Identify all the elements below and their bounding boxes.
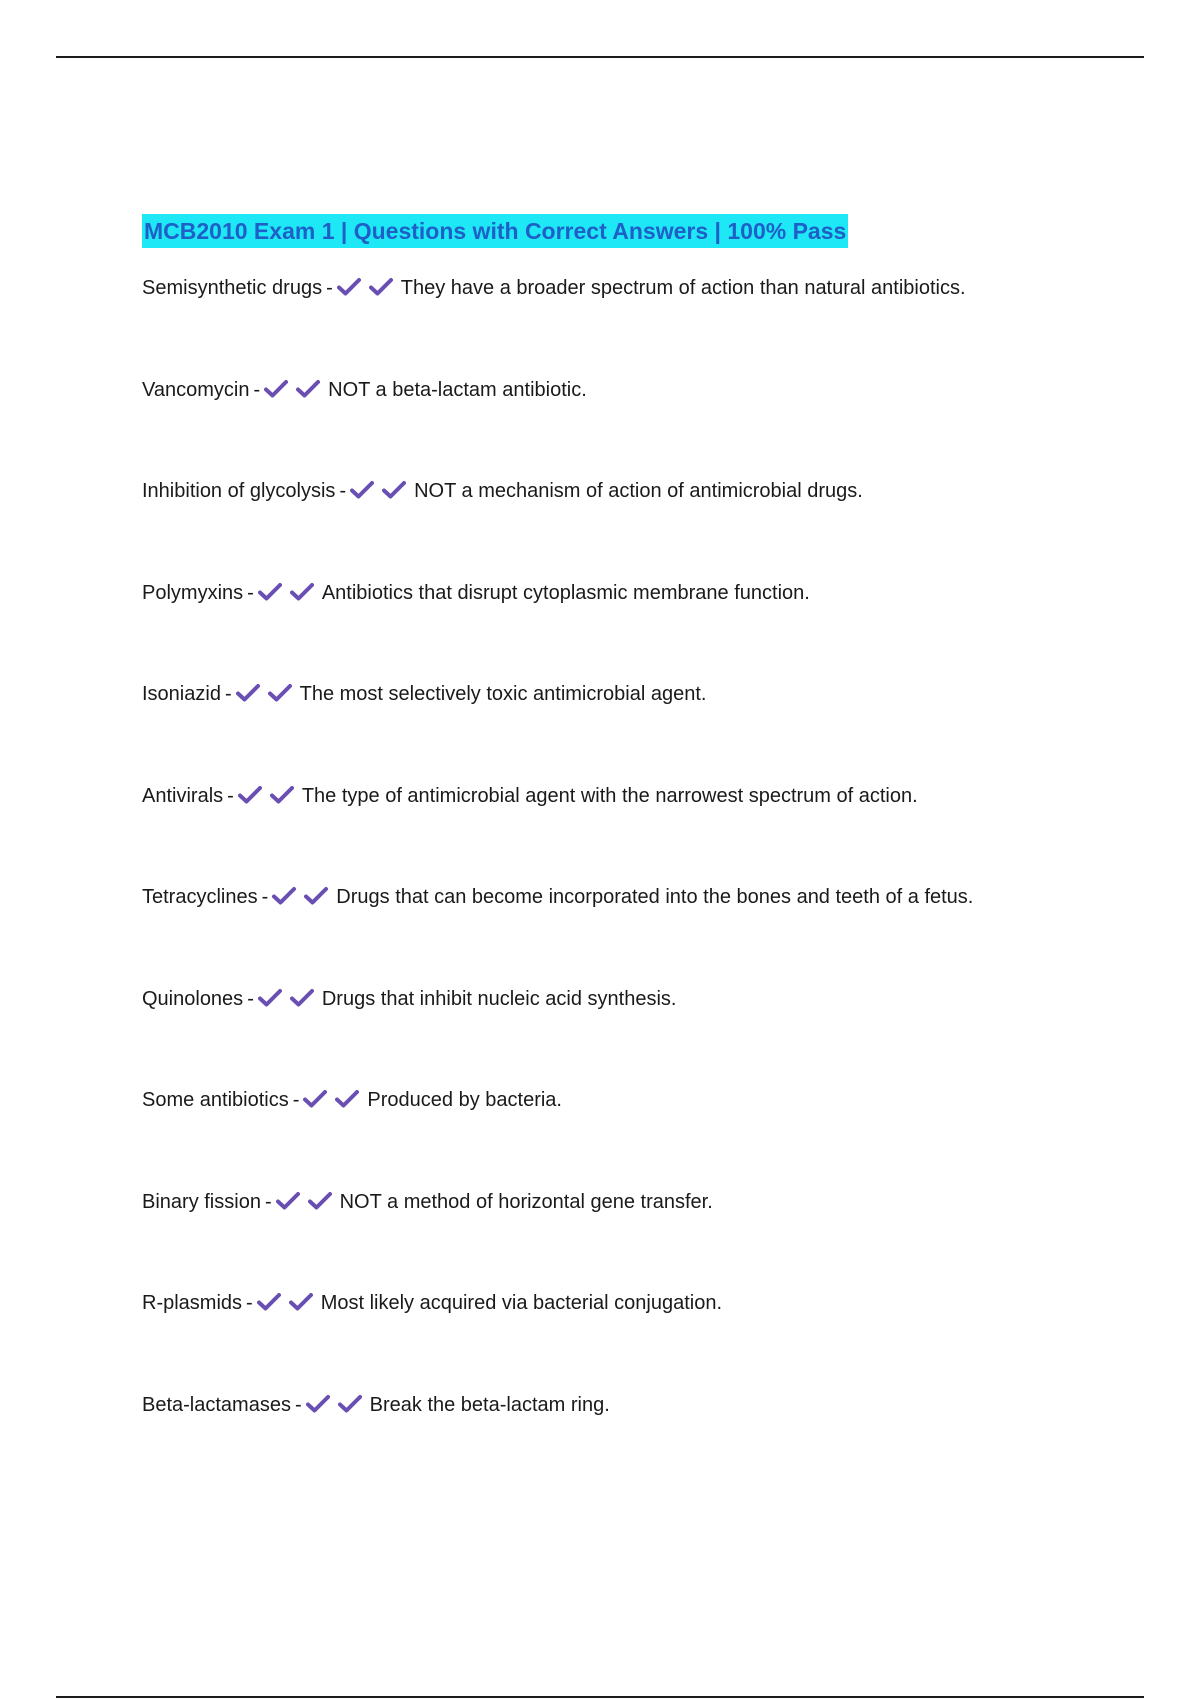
qa-answer: Antibiotics that disrupt cytoplasmic membrane function. <box>321 581 810 604</box>
qa-answer: Break the beta-lactam ring. <box>369 1393 610 1416</box>
check-icon <box>258 988 282 1008</box>
qa-item <box>142 272 1142 374</box>
qa-separator: - <box>224 683 232 705</box>
check-icon <box>350 480 374 500</box>
qa-term: Isoniazid <box>142 683 221 705</box>
qa-term: Antivirals <box>142 784 224 807</box>
qa-answer: Drugs that can become incorporated into the bones and teeth of a fetus. <box>336 886 974 908</box>
check-icon <box>338 1394 362 1414</box>
bottom-rule <box>56 1696 1144 1698</box>
qa-separator: - <box>292 1089 300 1111</box>
top-rule <box>56 56 1144 58</box>
qa-term: Tetracyclines <box>142 886 258 908</box>
qa-separator: - <box>294 1393 302 1416</box>
check-icon <box>276 1191 300 1211</box>
qa-item <box>142 780 1142 882</box>
check-icon <box>308 1191 332 1211</box>
check-icon <box>258 582 282 602</box>
qa-term: Quinolones <box>142 987 244 1010</box>
qa-list <box>142 272 1142 1490</box>
qa-item <box>142 983 1142 1085</box>
qa-item <box>142 1287 1142 1389</box>
qa-answer: NOT a mechanism of action of antimicrobial drugs. <box>414 480 863 502</box>
qa-item <box>142 1186 1142 1288</box>
check-icon <box>382 480 406 500</box>
qa-term: Vancomycin <box>142 378 250 401</box>
check-icon <box>272 886 296 906</box>
qa-separator: - <box>247 581 254 604</box>
check-icon <box>238 785 262 805</box>
qa-answer: The most selectively toxic antimicrobial agent. <box>299 683 707 705</box>
check-icon <box>270 785 294 805</box>
check-icon <box>335 1089 359 1109</box>
qa-separator: - <box>247 987 254 1010</box>
qa-answer: Drugs that inhibit nucleic acid synthesis. <box>321 987 677 1010</box>
qa-separator: - <box>246 1292 253 1314</box>
qa-separator: - <box>227 784 234 807</box>
qa-item <box>142 577 1142 679</box>
qa-term: Polymyxins <box>142 581 244 604</box>
qa-answer: The type of antimicrobial agent with the narrowest spectrum of action. <box>301 784 918 807</box>
document-title: MCB2010 Exam 1 | Questions with Correct Answers | 100% Pass <box>142 214 848 248</box>
qa-separator: - <box>264 1190 272 1213</box>
qa-item <box>142 881 1142 983</box>
check-icon <box>303 1089 327 1109</box>
qa-separator: - <box>261 886 269 908</box>
qa-term: R-plasmids <box>142 1292 243 1314</box>
check-icon <box>257 1292 281 1312</box>
check-icon <box>304 886 328 906</box>
check-icon <box>290 988 314 1008</box>
qa-term: Semisynthetic drugs <box>142 277 323 299</box>
check-icon <box>289 1292 313 1312</box>
qa-term: Inhibition of glycolysis <box>142 480 336 502</box>
check-icon <box>264 379 288 399</box>
check-icon <box>236 683 260 703</box>
qa-answer: NOT a method of horizontal gene transfer. <box>339 1190 713 1213</box>
qa-item <box>142 1084 1142 1186</box>
check-icon <box>369 277 393 297</box>
qa-term: Some antibiotics <box>142 1089 289 1111</box>
qa-answer: NOT a beta-lactam antibiotic. <box>328 378 587 401</box>
check-icon <box>296 379 320 399</box>
check-icon <box>290 582 314 602</box>
qa-item <box>142 1389 1142 1491</box>
check-icon <box>306 1394 330 1414</box>
qa-term: Binary fission <box>142 1190 261 1213</box>
qa-answer: Produced by bacteria. <box>367 1089 562 1111</box>
qa-answer: They have a broader spectrum of action than natural antibiotics. <box>400 277 966 299</box>
qa-term: Beta-lactamases <box>142 1393 291 1416</box>
qa-item <box>142 475 1142 577</box>
qa-answer: Most likely acquired via bacterial conjugation. <box>320 1292 723 1314</box>
qa-separator: - <box>253 378 261 401</box>
check-icon <box>268 683 292 703</box>
qa-item <box>142 678 1142 780</box>
check-icon <box>337 277 361 297</box>
qa-separator: - <box>326 277 333 299</box>
qa-separator: - <box>339 480 347 502</box>
qa-item <box>142 374 1142 476</box>
